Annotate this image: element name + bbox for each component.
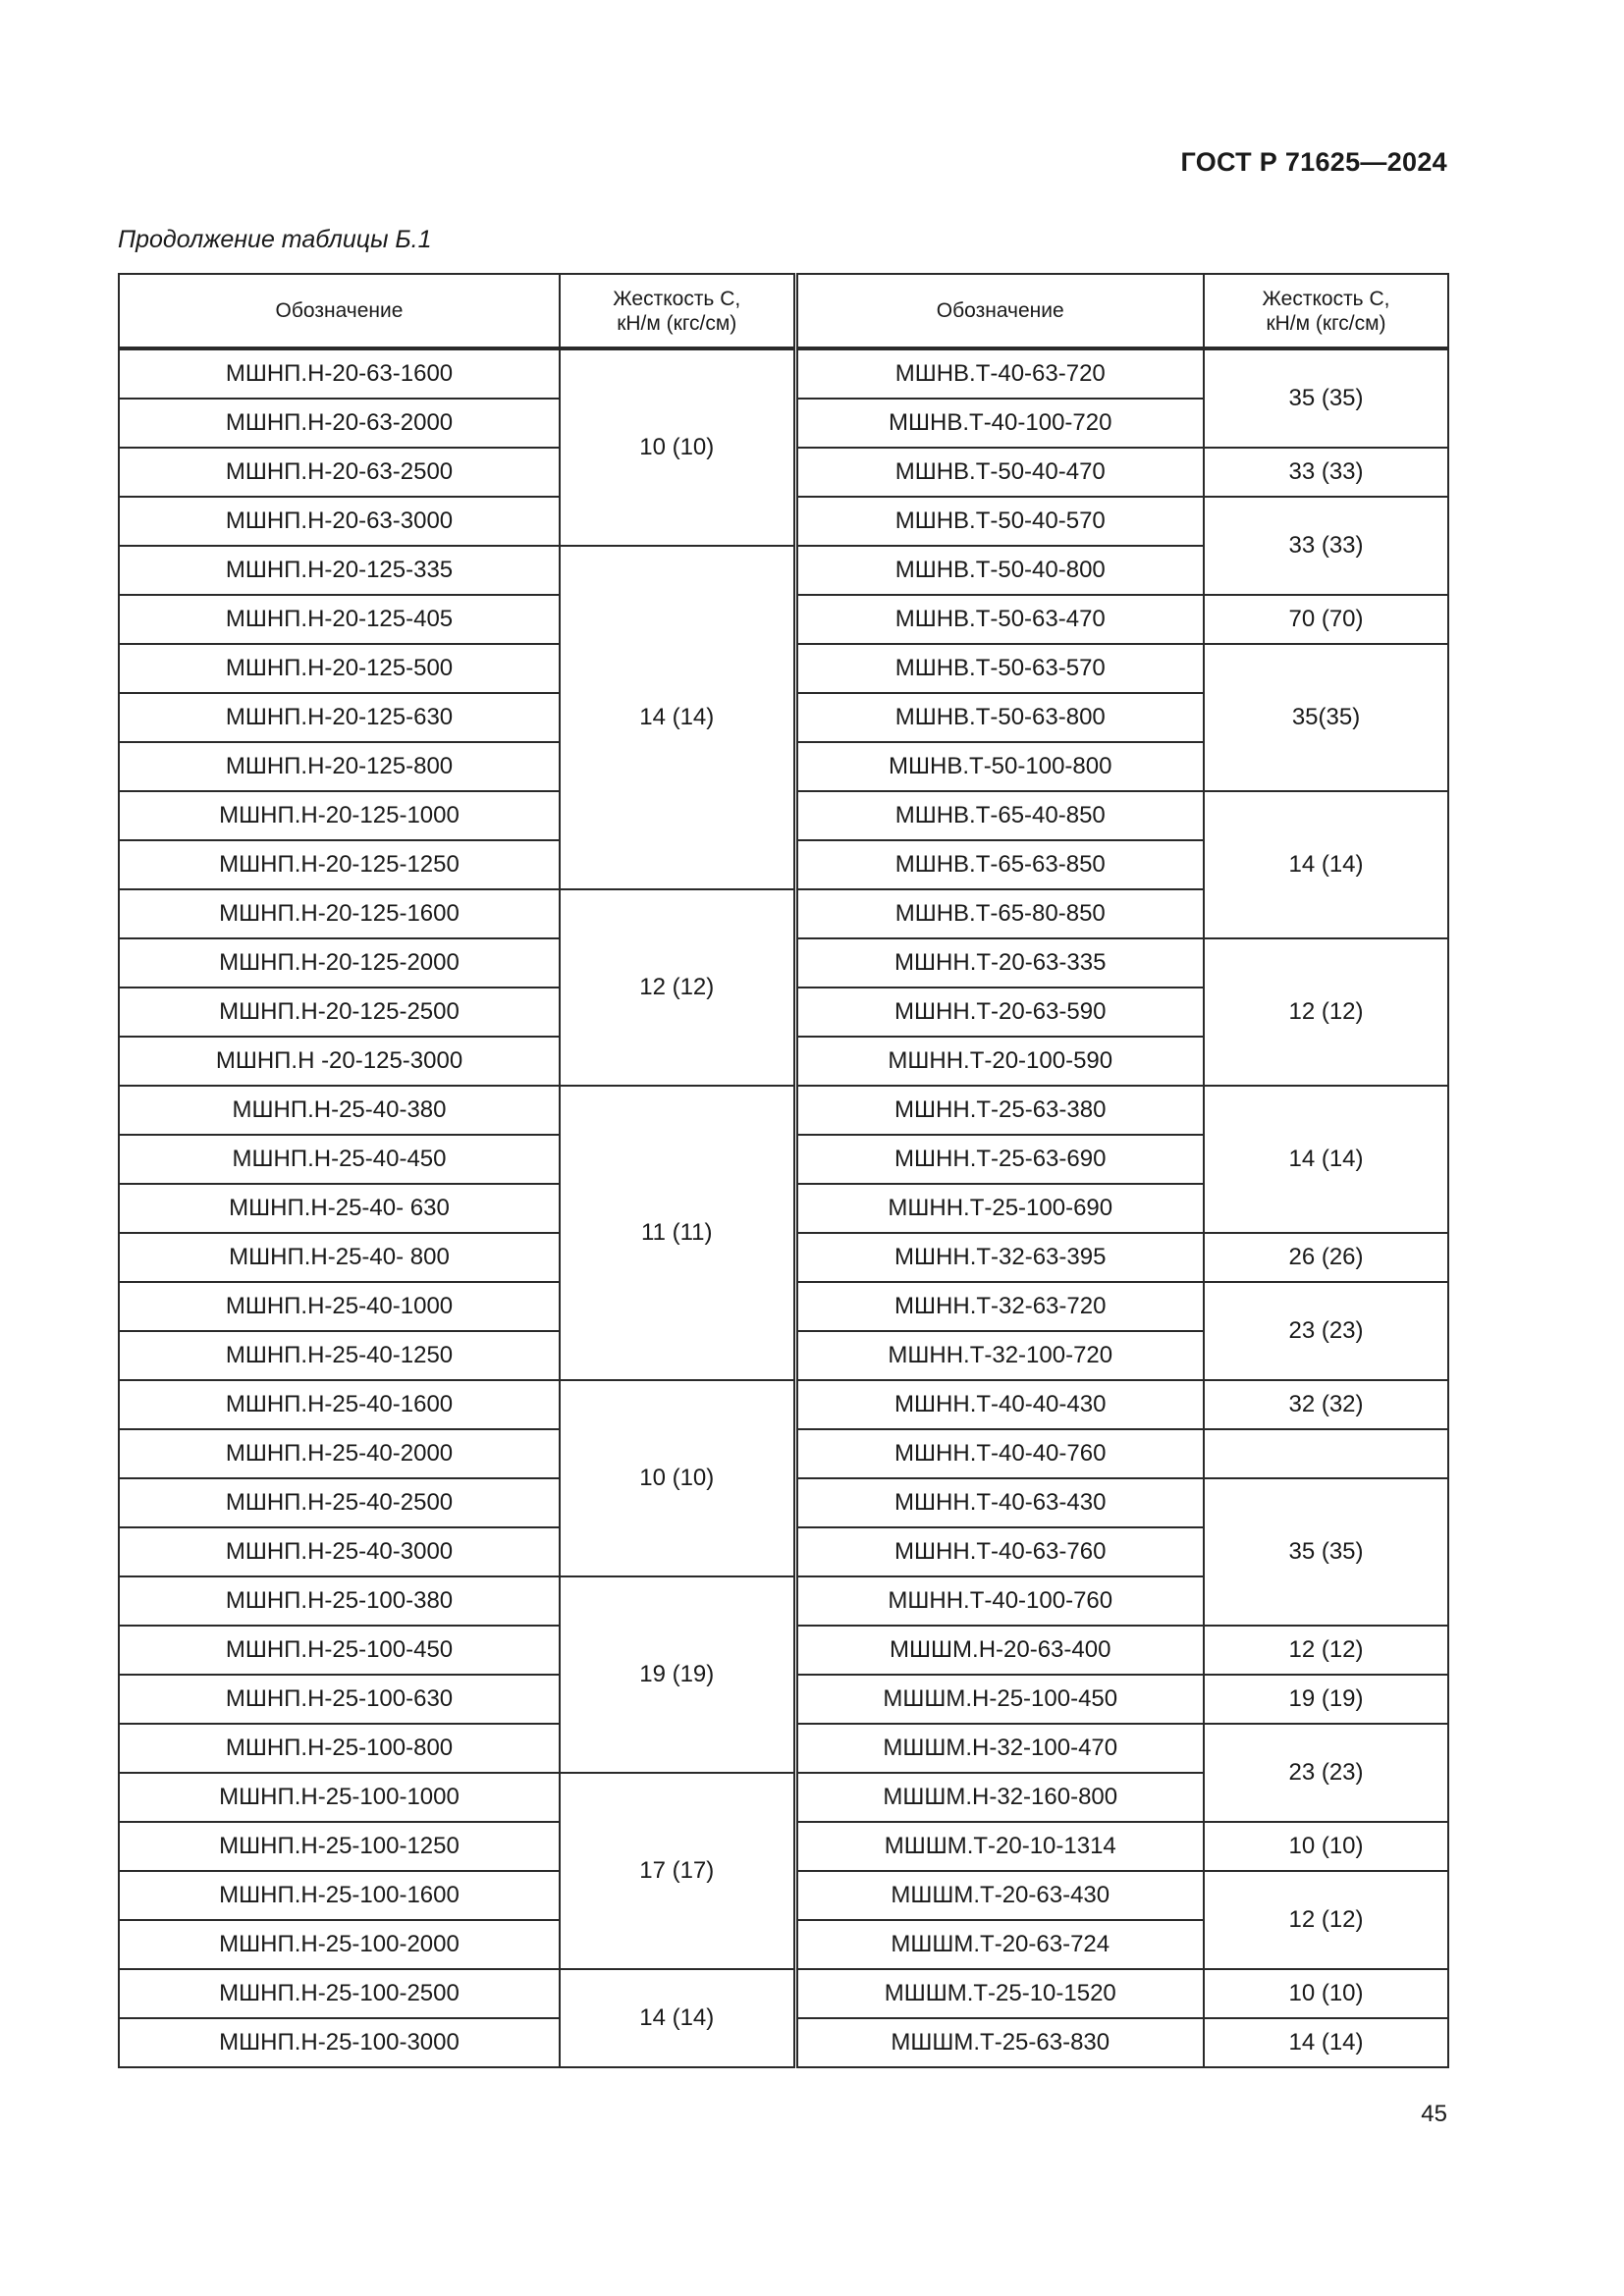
table-caption: Продолжение таблицы Б.1 bbox=[118, 226, 432, 253]
designation-cell: МШНП.Н-20-63-1600 bbox=[119, 348, 560, 399]
stiffness-cell bbox=[1204, 1429, 1448, 1478]
designation-cell: МШНП.Н-25-40-3000 bbox=[119, 1527, 560, 1576]
designation-cell: МШНН.Т-32-100-720 bbox=[795, 1331, 1204, 1380]
designation-cell: МШНП.Н-25-100-2500 bbox=[119, 1969, 560, 2018]
designation-cell: МШШМ.Т-25-63-830 bbox=[795, 2018, 1204, 2067]
stiffness-cell: 14 (14) bbox=[560, 546, 795, 889]
designation-cell: МШНП.Н-25-100-3000 bbox=[119, 2018, 560, 2067]
stiffness-cell: 23 (23) bbox=[1204, 1282, 1448, 1380]
designation-cell: МШНН.Т-25-100-690 bbox=[795, 1184, 1204, 1233]
table-header-row bbox=[119, 274, 1448, 348]
stiffness-cell: 19 (19) bbox=[560, 1576, 795, 1773]
stiffness-cell: 33 (33) bbox=[1204, 497, 1448, 595]
header-designation-left: Обозначение bbox=[119, 274, 560, 348]
header-stiffness-line1: Жесткость С, bbox=[1262, 287, 1390, 310]
designation-cell: МШНВ.Т-50-63-570 bbox=[795, 644, 1204, 693]
designation-cell: МШШМ.Т-20-10-1314 bbox=[795, 1822, 1204, 1871]
stiffness-cell: 12 (12) bbox=[560, 889, 795, 1086]
stiffness-cell: 12 (12) bbox=[1204, 1871, 1448, 1969]
designation-cell: МШНП.Н-20-125-800 bbox=[119, 742, 560, 791]
stiffness-cell: 32 (32) bbox=[1204, 1380, 1448, 1429]
designation-cell: МШНВ.Т-40-100-720 bbox=[795, 399, 1204, 448]
designation-cell: МШНП.Н-25-100-1250 bbox=[119, 1822, 560, 1871]
stiffness-cell: 14 (14) bbox=[560, 1969, 795, 2067]
stiffness-cell: 35(35) bbox=[1204, 644, 1448, 791]
designation-cell: МШНН.Т-40-100-760 bbox=[795, 1576, 1204, 1626]
designation-cell: МШНП.Н-25-100-1600 bbox=[119, 1871, 560, 1920]
designation-cell: МШНН.Т-20-63-590 bbox=[795, 988, 1204, 1037]
designation-cell: МШНП.Н-20-125-405 bbox=[119, 595, 560, 644]
stiffness-cell: 11 (11) bbox=[560, 1086, 795, 1380]
header-stiffness-line1: Жесткость С, bbox=[613, 287, 741, 310]
designation-cell: МШНП.Н-25-40-1000 bbox=[119, 1282, 560, 1331]
designation-cell: МШНН.Т-20-100-590 bbox=[795, 1037, 1204, 1086]
designation-cell: МШНН.Т-32-63-395 bbox=[795, 1233, 1204, 1282]
designation-cell: МШНП.Н-25-40-2500 bbox=[119, 1478, 560, 1527]
designation-cell: МШНП.Н-20-125-630 bbox=[119, 693, 560, 742]
designation-cell: МШНП.Н-20-125-1600 bbox=[119, 889, 560, 938]
designation-cell: МШНН.Т-20-63-335 bbox=[795, 938, 1204, 988]
designation-cell: МШНП.Н-20-63-2000 bbox=[119, 399, 560, 448]
designation-cell: МШНН.Т-40-63-430 bbox=[795, 1478, 1204, 1527]
document-standard-header: ГОСТ Р 71625—2024 bbox=[1180, 147, 1447, 177]
stiffness-cell: 10 (10) bbox=[560, 348, 795, 546]
header-stiffness-line2: кН/м (кгс/см) bbox=[617, 311, 737, 335]
designation-cell: МШШМ.Н-20-63-400 bbox=[795, 1626, 1204, 1675]
designation-cell: МШНП.Н-20-125-2000 bbox=[119, 938, 560, 988]
designation-cell: МШШМ.Т-20-63-430 bbox=[795, 1871, 1204, 1920]
stiffness-cell: 26 (26) bbox=[1204, 1233, 1448, 1282]
designation-cell: МШНП.Н-25-40-2000 bbox=[119, 1429, 560, 1478]
table-row bbox=[119, 1969, 1448, 2018]
header-stiffness-left bbox=[560, 274, 795, 348]
designation-cell: МШНВ.Т-50-63-800 bbox=[795, 693, 1204, 742]
stiffness-cell: 14 (14) bbox=[1204, 791, 1448, 938]
designation-cell: МШНВ.Т-65-63-850 bbox=[795, 840, 1204, 889]
designation-cell: МШШМ.Т-20-63-724 bbox=[795, 1920, 1204, 1969]
designation-cell: МШНП.Н-25-100-1000 bbox=[119, 1773, 560, 1822]
designation-cell: МШНП.Н-25-100-800 bbox=[119, 1724, 560, 1773]
header-stiffness-line2: кН/м (кгс/см) bbox=[1266, 311, 1386, 335]
table-body bbox=[119, 348, 1448, 2067]
designation-cell: МШНН.Т-32-63-720 bbox=[795, 1282, 1204, 1331]
designation-cell: МШНВ.Т-50-40-570 bbox=[795, 497, 1204, 546]
designation-cell: МШНВ.Т-65-80-850 bbox=[795, 889, 1204, 938]
table-row bbox=[119, 1380, 1448, 1429]
designation-cell: МШНВ.Т-65-40-850 bbox=[795, 791, 1204, 840]
designation-cell: МШНП.Н-25-40- 800 bbox=[119, 1233, 560, 1282]
stiffness-cell: 17 (17) bbox=[560, 1773, 795, 1969]
stiffness-table bbox=[118, 273, 1449, 2068]
designation-cell: МШНП.Н-20-63-2500 bbox=[119, 448, 560, 497]
header-stiffness-right bbox=[1204, 274, 1448, 348]
stiffness-cell: 23 (23) bbox=[1204, 1724, 1448, 1822]
designation-cell: МШНП.Н-20-125-1000 bbox=[119, 791, 560, 840]
stiffness-cell: 19 (19) bbox=[1204, 1675, 1448, 1724]
designation-cell: МШНП.Н-20-125-1250 bbox=[119, 840, 560, 889]
designation-cell: МШНП.Н-25-40-1600 bbox=[119, 1380, 560, 1429]
designation-cell: МШНН.Т-40-40-760 bbox=[795, 1429, 1204, 1478]
designation-cell: МШНН.Т-25-63-690 bbox=[795, 1135, 1204, 1184]
designation-cell: МШНП.Н-20-125-335 bbox=[119, 546, 560, 595]
designation-cell: МШНВ.Т-50-40-470 bbox=[795, 448, 1204, 497]
designation-cell: МШНП.Н-25-100-380 bbox=[119, 1576, 560, 1626]
stiffness-cell: 14 (14) bbox=[1204, 1086, 1448, 1233]
designation-cell: МШНП.Н-25-40-1250 bbox=[119, 1331, 560, 1380]
stiffness-cell: 12 (12) bbox=[1204, 938, 1448, 1086]
stiffness-cell: 10 (10) bbox=[1204, 1822, 1448, 1871]
designation-cell: МШНП.Н-20-125-2500 bbox=[119, 988, 560, 1037]
designation-cell: МШНВ.Т-50-63-470 bbox=[795, 595, 1204, 644]
designation-cell: МШНП.Н-25-40-380 bbox=[119, 1086, 560, 1135]
header-designation-right: Обозначение bbox=[795, 274, 1204, 348]
designation-cell: МШНП.Н-25-100-2000 bbox=[119, 1920, 560, 1969]
designation-cell: МШНП.Н-25-100-630 bbox=[119, 1675, 560, 1724]
designation-cell: МШНВ.Т-50-40-800 bbox=[795, 546, 1204, 595]
designation-cell: МШШМ.Н-32-100-470 bbox=[795, 1724, 1204, 1773]
stiffness-cell: 70 (70) bbox=[1204, 595, 1448, 644]
stiffness-cell: 12 (12) bbox=[1204, 1626, 1448, 1675]
designation-cell: МШНН.Т-40-63-760 bbox=[795, 1527, 1204, 1576]
designation-cell: МШНН.Т-40-40-430 bbox=[795, 1380, 1204, 1429]
designation-cell: МШНН.Т-25-63-380 bbox=[795, 1086, 1204, 1135]
designation-cell: МШШМ.Н-25-100-450 bbox=[795, 1675, 1204, 1724]
stiffness-cell: 35 (35) bbox=[1204, 1478, 1448, 1626]
stiffness-cell: 14 (14) bbox=[1204, 2018, 1448, 2067]
designation-cell: МШНП.Н -20-125-3000 bbox=[119, 1037, 560, 1086]
table-row bbox=[119, 1086, 1448, 1135]
stiffness-cell: 10 (10) bbox=[1204, 1969, 1448, 2018]
designation-cell: МШНП.Н-25-100-450 bbox=[119, 1626, 560, 1675]
designation-cell: МШНП.Н-25-40-450 bbox=[119, 1135, 560, 1184]
stiffness-cell: 10 (10) bbox=[560, 1380, 795, 1576]
table-row bbox=[119, 348, 1448, 399]
designation-cell: МШНВ.Т-50-100-800 bbox=[795, 742, 1204, 791]
designation-cell: МШШМ.Н-32-160-800 bbox=[795, 1773, 1204, 1822]
designation-cell: МШНП.Н-25-40- 630 bbox=[119, 1184, 560, 1233]
designation-cell: МШНП.Н-20-63-3000 bbox=[119, 497, 560, 546]
designation-cell: МШНВ.Т-40-63-720 bbox=[795, 348, 1204, 399]
stiffness-cell: 35 (35) bbox=[1204, 348, 1448, 448]
designation-cell: МШШМ.Т-25-10-1520 bbox=[795, 1969, 1204, 2018]
stiffness-cell: 33 (33) bbox=[1204, 448, 1448, 497]
designation-cell: МШНП.Н-20-125-500 bbox=[119, 644, 560, 693]
page-number: 45 bbox=[1421, 2101, 1447, 2127]
